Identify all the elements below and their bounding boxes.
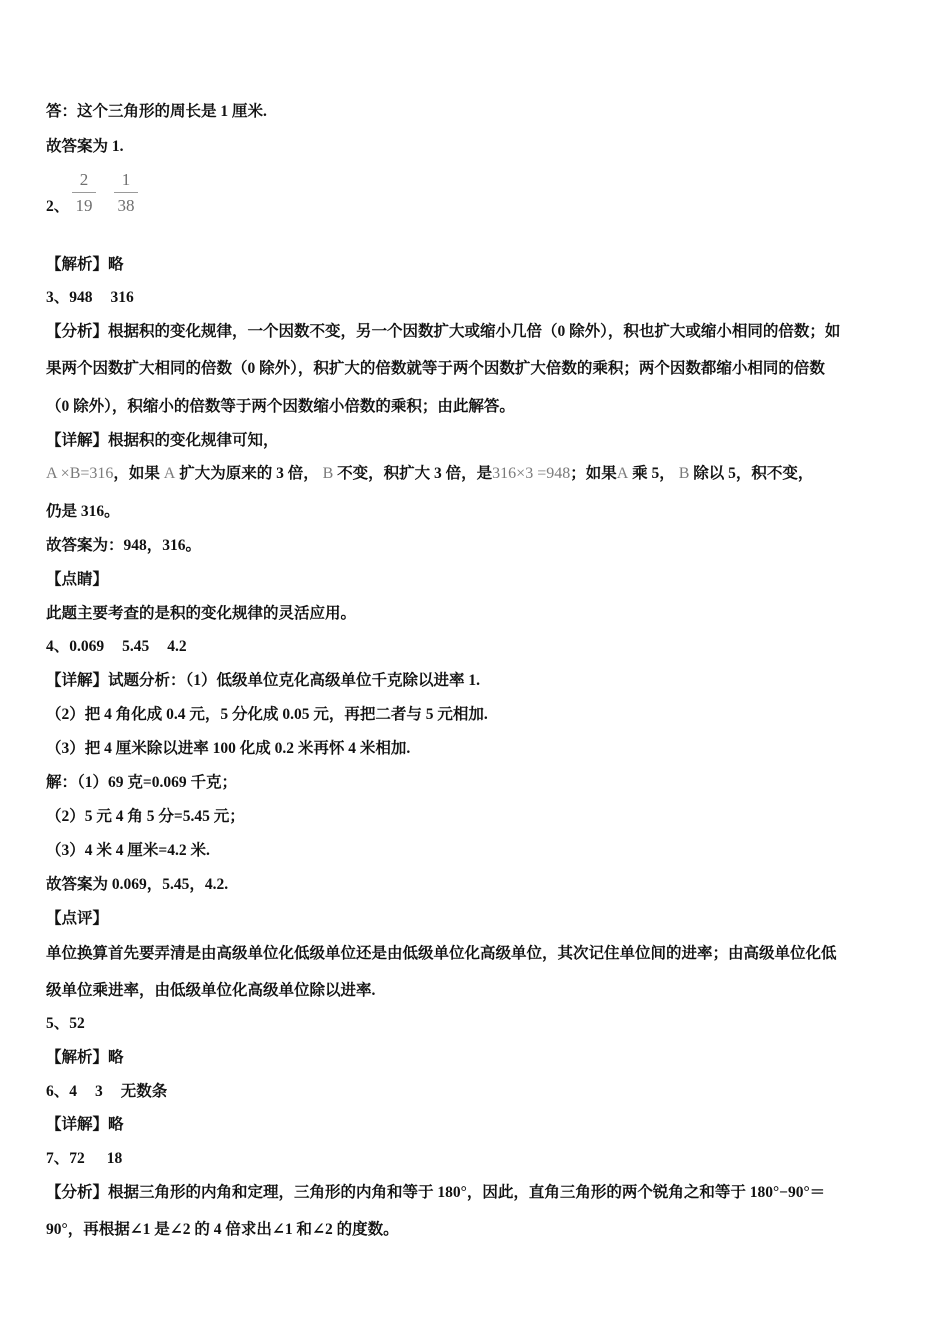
question-3-detail-heading: 【详解】根据积的变化规律可知， (46, 432, 279, 449)
question-7-analysis-line-1: 【分析】根据三角形的内角和定理，三角形的内角和等于 180°，因此，直角三角形的两个锐角之和等于 180°−90°＝ (46, 1184, 826, 1201)
math-expression: A ×B=316 (46, 465, 114, 482)
question-4-review-line-2: 级单位乘进率，由低级单位化高级单位除以进率. (46, 982, 376, 999)
question-7-analysis-line-2: 90°，再根据∠1 是∠2 的 4 倍求出∠1 和∠2 的度数。 (46, 1221, 399, 1238)
question-3-answer (46, 288, 134, 308)
detail-text: 不变，积扩大 3 倍，是 (337, 465, 493, 482)
question-2-label: 2、 (46, 198, 70, 215)
detail-text: 扩大为原来的 3 倍， (179, 465, 319, 482)
question-4-detail-1: 【详解】试题分析：（1）低级单位克化高级单位千克除以进率 1. (46, 672, 481, 689)
detail-text: 除以 5，积不变， (693, 465, 814, 482)
question-3-detail-continued: 仍是 316。 (46, 503, 120, 520)
question-3-label: 3、948 (46, 289, 93, 306)
question-4-final-answer: 故答案为 0.069，5.45，4.2. (46, 876, 229, 893)
fraction-2-19 (72, 170, 96, 216)
fraction-numerator: 2 (72, 170, 96, 193)
math-variable-a: A (616, 465, 629, 482)
question-6-detail: 【详解】略 (46, 1116, 124, 1133)
question-4-answer-2: 5.45 (122, 638, 150, 655)
question-4-review-line-1: 单位换算首先要弄清是由高级单位化低级单位还是由低级单位化高级单位，其次记住单位间的进率；由高级单位化低 (46, 945, 837, 962)
question-3-analysis-line-1: 【分析】根据积的变化规律，一个因数不变，另一个因数扩大或缩小几倍（0 除外），积也扩大或缩小相同的倍数；如 (46, 323, 841, 340)
question-4-solution-3: （3）4 米 4 厘米=4.2 米. (46, 842, 210, 859)
answer-final-q1: 故答案为 1. (46, 138, 124, 155)
question-4-detail-3: （3）把 4 厘米除以进率 100 化成 0.2 米再怀 4 米相加. (46, 740, 411, 757)
detail-text: ；如果 (570, 465, 617, 482)
question-7-answer (46, 1149, 122, 1169)
question-3-analysis-line-2: 果两个因数扩大相同的倍数（0 除外），积扩大的倍数就等于两个因数扩大倍数的乘积；两个因数都缩小相同的倍数 (46, 360, 825, 377)
question-2-analysis: 【解析】略 (46, 256, 124, 273)
fraction-denominator: 38 (117, 196, 135, 215)
question-4-detail-2: （2）把 4 角化成 0.4 元，5 分化成 0.05 元，再把二者与 5 元相加. (46, 706, 488, 723)
question-6-answer-3: 无数条 (120, 1083, 168, 1100)
detail-text: ，如果 (113, 465, 160, 482)
question-3-comment: 此题主要考查的是积的变化规律的灵活应用。 (46, 605, 357, 622)
fraction-denominator: 19 (75, 196, 93, 215)
answer-line-perimeter: 答：这个三角形的周长是 1 厘米. (46, 103, 267, 120)
question-6-answer-2: 3 (95, 1083, 103, 1100)
question-3-answer-2: 316 (110, 289, 134, 306)
fraction-1-38 (114, 170, 138, 216)
question-4-answer (46, 637, 187, 657)
math-expression: 316×3 =948 (492, 465, 571, 482)
question-3-detail-formula-line (46, 464, 813, 484)
question-4-solution-2: （2）5 元 4 角 5 分=5.45 元； (46, 808, 245, 825)
question-5-analysis: 【解析】略 (46, 1049, 124, 1066)
question-7-label: 7、72 (46, 1150, 85, 1167)
question-5-answer: 5、52 (46, 1015, 85, 1032)
question-4-solution-1: 解：（1）69 克=0.069 千克； (46, 774, 237, 791)
detail-text: 乘 5， (632, 465, 675, 482)
math-variable-b: B (678, 465, 690, 482)
question-3-analysis-line-3: （0 除外），积缩小的倍数等于两个因数缩小倍数的乘积；由此解答。 (46, 398, 515, 415)
question-6-label: 6、4 (46, 1083, 78, 1100)
question-4-label: 4、0.069 (46, 638, 105, 655)
question-4-review-heading: 【点评】 (46, 910, 109, 927)
math-variable-a: A (163, 465, 176, 482)
question-3-final-answer: 故答案为：948，316。 (46, 537, 202, 554)
question-6-answer (46, 1082, 167, 1102)
question-7-answer-2: 18 (106, 1150, 123, 1167)
fraction-numerator: 1 (114, 170, 138, 193)
question-3-comment-heading: 【点睛】 (46, 571, 109, 588)
math-variable-b: B (322, 465, 334, 482)
question-4-answer-3: 4.2 (167, 638, 187, 655)
